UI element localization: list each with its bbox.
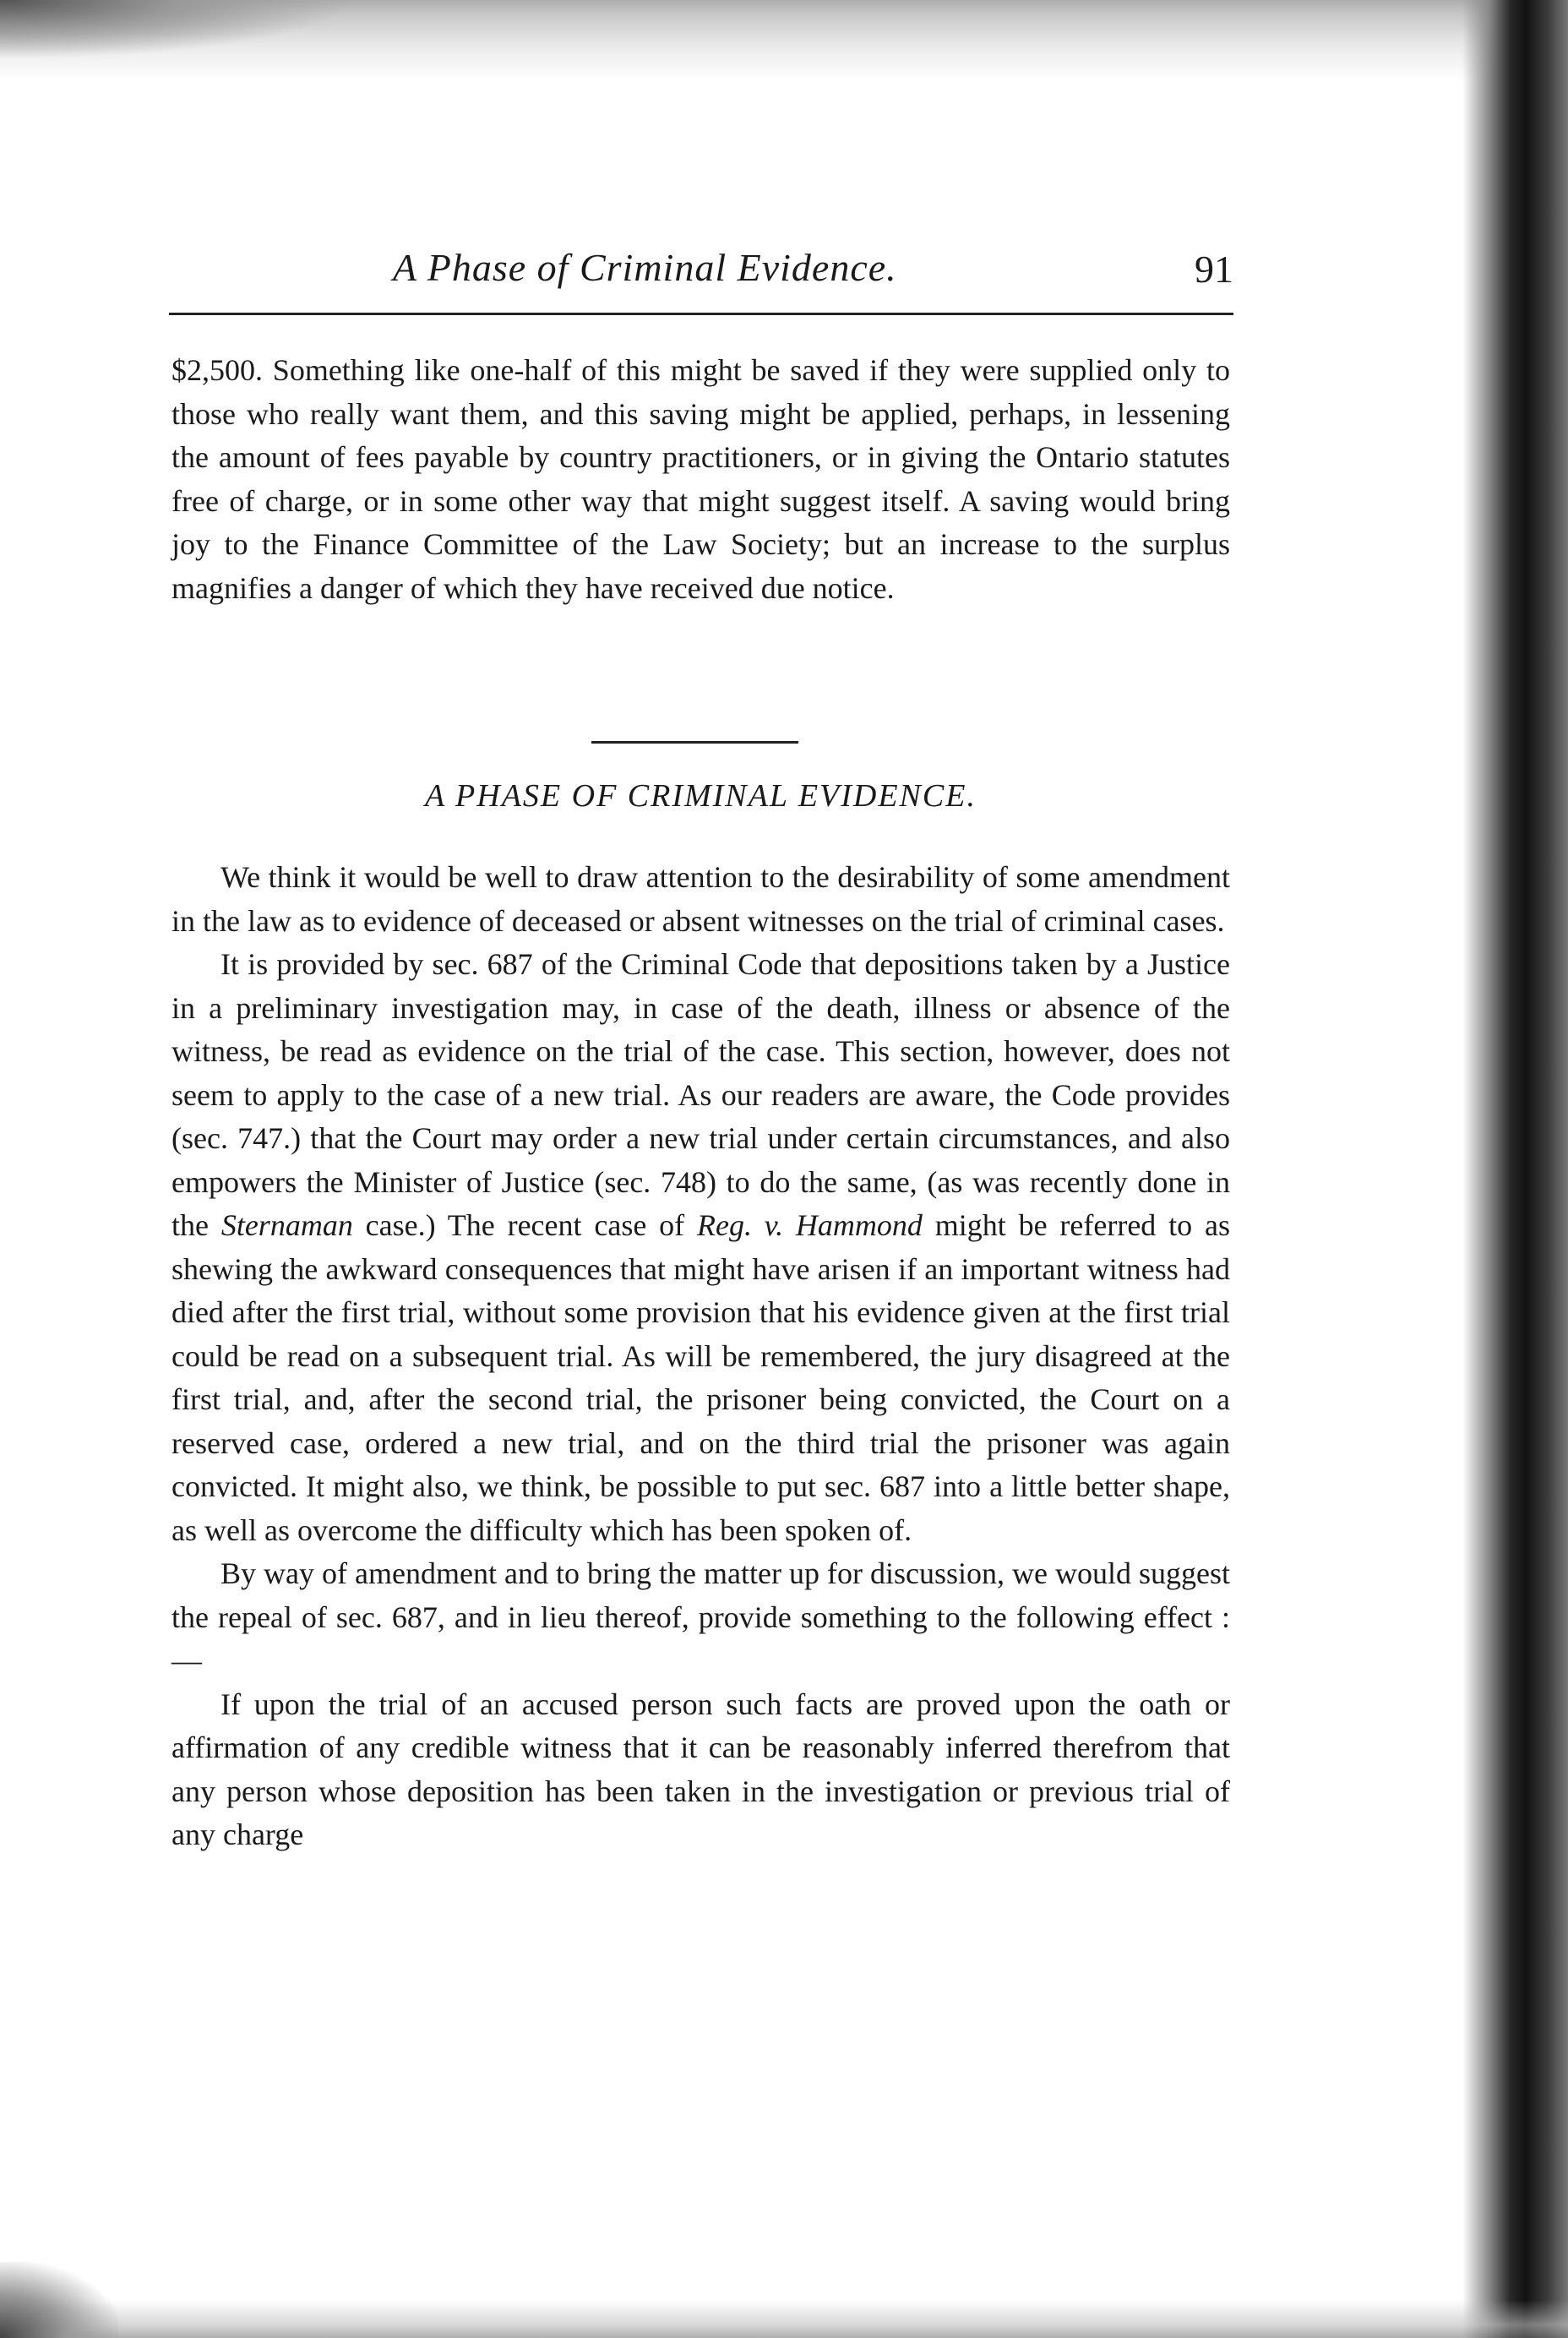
- case-name: Sternaman: [220, 1208, 353, 1242]
- article-paragraph: If upon the trial of an accused person such facts are proved upon the oath or affirmation of any credible witness that it can be reasonably inferred therefrom that any person whose deposition has been taken in the investigation or previous trial of any charge: [172, 1687, 1230, 1851]
- article-paragraph: We think it would be well to draw attention to the desirability of some amendment in the law as to evidence of deceased or absent witnesses on the trial of criminal cases.: [172, 860, 1230, 938]
- scan-corner-shadow-bottom: [0, 2262, 118, 2338]
- section-divider: [591, 741, 798, 744]
- continuation-text: [172, 349, 1230, 610]
- paragraph-text: case.) The recent case of: [352, 1208, 697, 1242]
- scan-corner-shadow: [0, 0, 355, 59]
- article-paragraph: By way of amendment and to bring the matter up for discussion, we would suggest the repeal of sec. 687, and in lieu thereof, provide something to the following effect :—: [172, 1556, 1230, 1677]
- page-number: 91: [1195, 248, 1233, 291]
- running-head: [169, 245, 1233, 304]
- scan-binding-edge: [1462, 0, 1568, 2338]
- case-name: Reg. v. Hammond: [696, 1208, 923, 1242]
- article-paragraph: [172, 943, 1230, 1552]
- paragraph-text: might be referred to as shewing the awkward consequences that might have arisen if an important witness had died after the first trial, without some provision that his evidence given at the first trial could be read on a subsequent trial. As will be remembered, the jury disagreed at the first trial, and, after the second trial, the prisoner being convicted, the Court on a reserved case, ordered a new trial, and on the third trial the prisoner was again convicted. It might also, we think, be possible to put sec. 687 into a little better shape, as well as overcome the difficulty which has been spoken of.: [172, 1208, 1230, 1547]
- header-rule: [169, 313, 1233, 315]
- scan-bottom-shadow: [0, 2300, 1568, 2338]
- running-title: A Phase of Criminal Evidence.: [393, 246, 897, 289]
- section-heading: A PHASE OF CRIMINAL EVIDENCE.: [425, 778, 977, 814]
- article-body: [172, 856, 1230, 1857]
- paragraph-text: It is provided by sec. 687 of the Criminal Code that depositions taken by a Justice in a preliminary investigation may, in case of the death, illness or absence of the witness, be read as evidence on the trial of the case. This section, however, does not seem to apply to the case of a new trial. As our readers are aware, the Code provides (sec. 747.) that the Court may order a new trial under certain circumstances, and also empowers the Minister of Justice (sec. 748) to do the same, (as was recently done in the: [172, 947, 1230, 1242]
- continuation-paragraph: $2,500. Something like one-half of this might be saved if they were supplied only to those who really want them, and this saving might be applied, perhaps, in lessening the amount of fees payable by country practitioners, or in giving the Ontario statutes free of charge, or in some other way that might suggest itself. A saving would bring joy to the Finance Committee of the Law Society; but an increase to the surplus magnifies a danger of which they have received due notice.: [172, 353, 1230, 605]
